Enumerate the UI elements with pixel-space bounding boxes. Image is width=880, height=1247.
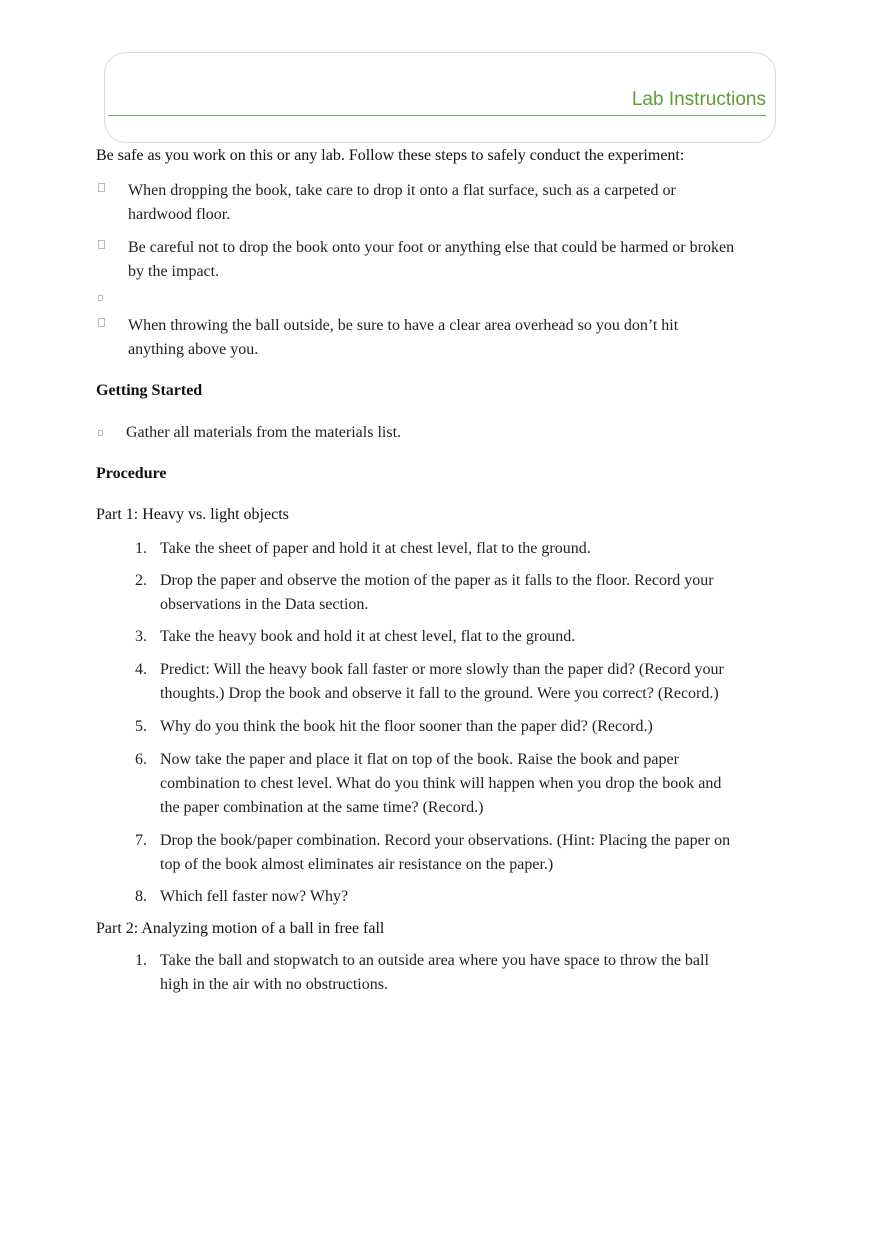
empty-bullet — [96, 284, 736, 314]
part2-title: Part 2: Analyzing motion of a ball in free fall — [96, 919, 385, 937]
safety-bullet — [96, 314, 736, 362]
page-title: Lab Instructions — [631, 89, 766, 110]
procedure-step: 8. Which fell faster now? Why? — [135, 887, 349, 905]
safety-bullet — [96, 179, 736, 227]
safety-bullet-text: Be careful not to drop the book onto your foot or anything else that could be harmed or broken by the impact. — [128, 238, 735, 280]
procedure-step: 1. Take the ball and stopwatch to an outside area where you have space to throw the ball high in the air with no obstructions. — [135, 951, 709, 993]
procedure-step: 7. Drop the book/paper combination. Record your observations. (Hint: Placing the paper on top of the book almost eliminates air resistance on the paper.) — [135, 831, 731, 873]
bullet-box-icon — [98, 183, 105, 192]
procedure-step: 5. Why do you think the book hit the floor sooner than the paper did? (Record.) — [135, 717, 653, 735]
intro-text: Be safe as you work on this or any lab. Follow these steps to safely conduct the experiment: — [96, 147, 685, 164]
header-divider — [108, 115, 766, 116]
bullet-box-icon — [98, 318, 105, 327]
safety-bullet-text: When throwing the ball outside, be sure to have a clear area overhead so you don’t hit anything above you. — [128, 316, 679, 358]
part1-title: Part 1: Heavy vs. light objects — [96, 505, 289, 523]
getting-started-item — [96, 421, 736, 445]
bullet-box-icon — [98, 295, 103, 301]
getting-started-item-text: Gather all materials from the materials list. — [126, 423, 402, 441]
bullet-box-icon — [98, 240, 105, 249]
safety-bullet — [96, 236, 736, 284]
procedure-step: 1. Take the sheet of paper and hold it at chest level, flat to the ground. — [135, 539, 591, 557]
part2-steps — [96, 949, 736, 997]
document-body — [96, 144, 736, 997]
getting-started-heading: Getting Started — [96, 381, 203, 399]
procedure-step: 2. Drop the paper and observe the motion of the paper as it falls to the floor. Record your observations in the Data section. — [135, 571, 714, 613]
procedure-heading: Procedure — [96, 464, 167, 482]
procedure-step: 4. Predict: Will the heavy book fall faster or more slowly than the paper did? (Record your thoughts.) Drop the book and observe it fall to the ground. Were you correct? (Record.) — [135, 660, 724, 702]
safety-bullet-text: When dropping the book, take care to drop it onto a flat surface, such as a carpeted or hardwood floor. — [128, 181, 676, 223]
part1-steps — [96, 537, 736, 909]
bullet-box-icon — [98, 430, 103, 436]
procedure-step: 6. Now take the paper and place it flat on top of the book. Raise the book and paper combination to chest level. What do you think will happen when you drop the book and the paper combination at the same time? (Record.) — [135, 750, 722, 816]
procedure-step: 3. Take the heavy book and hold it at chest level, flat to the ground. — [135, 627, 576, 645]
